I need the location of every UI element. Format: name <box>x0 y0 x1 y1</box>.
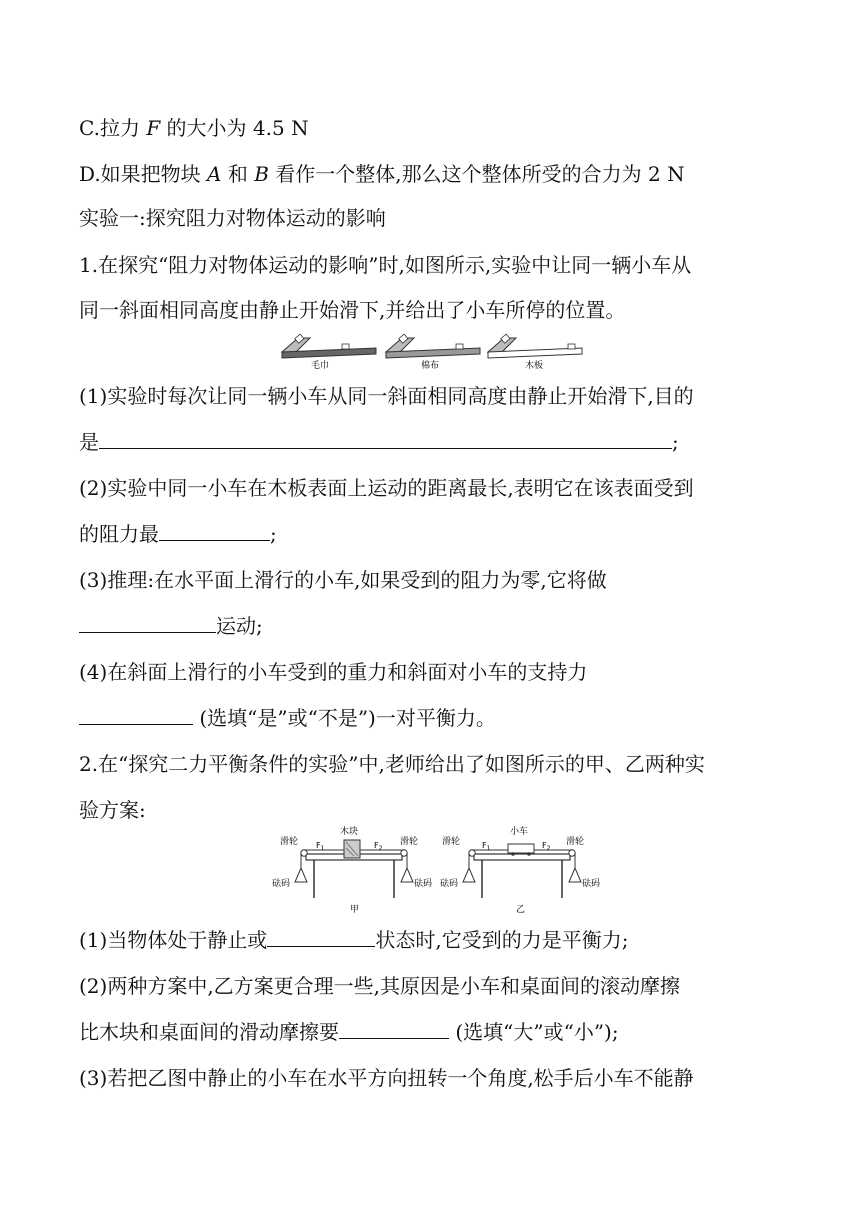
label-towel: 毛巾 <box>310 361 330 370</box>
q2-intro-2: 验方案: <box>79 798 146 822</box>
label-cotton: 棉布 <box>420 361 440 370</box>
q1-part3-line2 <box>79 612 263 640</box>
ramp-cotton <box>386 334 480 370</box>
section-title: 实验一:探究阻力对物体运动的影响 <box>79 206 386 230</box>
q1-answer-1-blank[interactable] <box>99 428 672 449</box>
option-d-text-1: D.如果把物块 <box>79 162 208 186</box>
q1-intro-2: 同一斜面相同高度由静止开始滑下,并给出了小车所停的位置。 <box>79 298 626 322</box>
q1-part4-line2 <box>79 704 496 732</box>
q1-answer-2-blank[interactable] <box>159 520 270 541</box>
q2-part1-prefix: (1)当物体处于静止或 <box>79 928 268 952</box>
q1-answer-3-blank[interactable] <box>79 612 216 633</box>
q1-part2-line2 <box>79 520 277 548</box>
q1-part3-end: 运动; <box>216 614 263 638</box>
jia-object: 木块 <box>340 827 359 837</box>
jia-f1: $F_1$ <box>316 841 325 852</box>
option-c-prefix: C.拉力 <box>79 116 147 140</box>
q1-part4-end: (选填“是”或“不是”)一对平衡力。 <box>193 706 496 730</box>
q1-part2-prefix: 的阻力最 <box>79 522 159 546</box>
setup-jia <box>272 825 432 915</box>
q1-part3-line1: (3)推理:在水平面上滑行的小车,如果受到的阻力为零,它将做 <box>79 568 607 592</box>
yi-weight-left: 砝码 <box>440 879 459 889</box>
q2-intro-1: 2.在“探究二力平衡条件的实验”中,老师给出了如图所示的甲、乙两种实 <box>79 752 705 776</box>
q2-part2-line2 <box>79 1018 619 1046</box>
balance-figure <box>270 824 610 920</box>
option-d-var-a: A <box>207 162 222 186</box>
q2-part3-line1: (3)若把乙图中静止的小车在水平方向扭转一个角度,松手后小车不能静 <box>79 1066 694 1090</box>
option-c <box>79 114 309 142</box>
jia-pulley-right: 滑轮 <box>400 837 419 847</box>
yi-f2: $F_2$ <box>542 841 551 852</box>
jia-weight-left: 砝码 <box>272 879 291 889</box>
q1-part4-line1: (4)在斜面上滑行的小车受到的重力和斜面对小车的支持力 <box>79 660 588 684</box>
q1-part2-end: ; <box>270 522 277 546</box>
q1-part1-end: ; <box>672 430 679 454</box>
yi-object: 小车 <box>510 827 529 837</box>
ramp-figure <box>280 330 584 370</box>
jia-f2: $F_2$ <box>374 841 383 852</box>
label-board: 木板 <box>524 361 544 370</box>
q2-part1-end: 状态时,它受到的力是平衡力; <box>375 928 629 952</box>
q2-part1 <box>79 926 628 954</box>
q1-part1-line1: (1)实验时每次让同一辆小车从同一斜面相同高度由静止开始滑下,目的 <box>79 384 694 408</box>
q1-answer-4-blank[interactable] <box>79 704 193 725</box>
q2-answer-2-blank[interactable] <box>339 1018 449 1039</box>
setup-yi <box>440 825 600 915</box>
jia-weight-right: 砝码 <box>414 879 433 889</box>
yi-caption: 乙 <box>516 905 526 915</box>
yi-pulley-right: 滑轮 <box>566 837 585 847</box>
q2-part2-line1: (2)两种方案中,乙方案更合理一些,其原因是小车和桌面间的滚动摩擦 <box>79 974 681 998</box>
q2-part2-end: (选填“大”或“小”); <box>449 1020 619 1044</box>
q2-answer-1-blank[interactable] <box>267 926 375 947</box>
jia-caption: 甲 <box>350 905 360 915</box>
option-c-suffix: 的大小为 4.5 N <box>160 116 309 140</box>
q1-part2-line1: (2)实验中同一小车在木板表面上运动的距离最长,表明它在该表面受到 <box>79 476 694 500</box>
jia-pulley-left: 滑轮 <box>280 837 299 847</box>
option-c-var: F <box>146 116 161 140</box>
option-d-text-3: 看作一个整体,那么这个整体所受的合力为 2 N <box>268 162 685 186</box>
yi-weight-right: 砝码 <box>582 879 601 889</box>
option-d-text-2: 和 <box>221 162 255 186</box>
yi-pulley-left: 滑轮 <box>442 837 461 847</box>
q2-part2-prefix: 比木块和桌面间的滑动摩擦要 <box>79 1020 339 1044</box>
yi-f1: $F_1$ <box>482 841 491 852</box>
ramp-board <box>488 334 582 370</box>
option-d <box>79 160 685 188</box>
q1-part1-prefix: 是 <box>79 430 99 454</box>
ramp-towel <box>282 334 376 370</box>
option-d-var-b: B <box>254 162 269 186</box>
q1-part1-line2 <box>79 428 679 456</box>
q1-intro-1: 1.在探究“阻力对物体运动的影响”时,如图所示,实验中让同一辆小车从 <box>79 253 692 277</box>
